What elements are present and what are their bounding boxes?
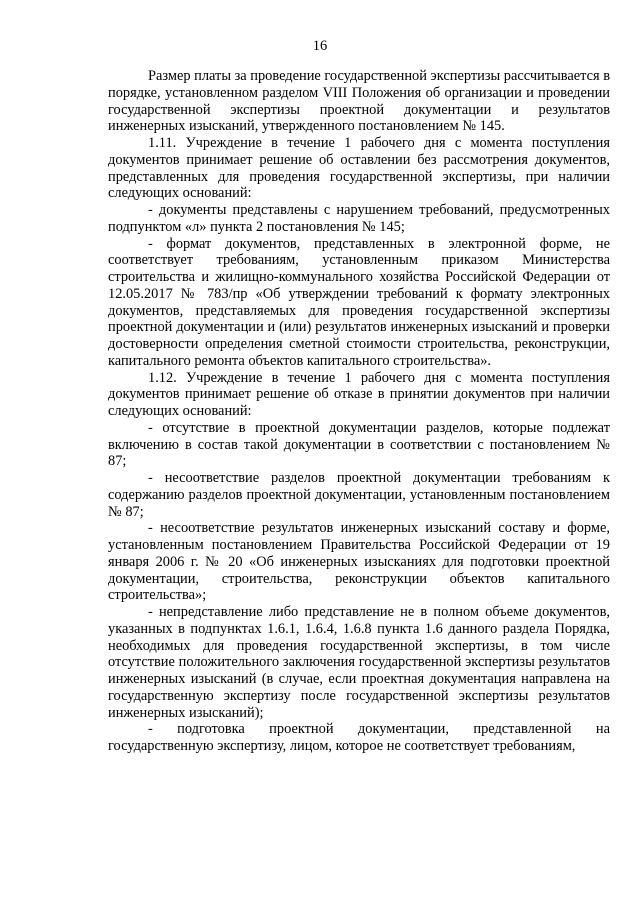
list-item-survey-mismatch: - несоответствие результатов инженерных изысканий составу и форме, установленным постановлением Правительства Российской Федерации от 19 января 2006 г. № 20 «Об инженерных изысканиях для подготовки проектной документации, строительства, реконструкции объектов капитального строительства»;: [108, 520, 610, 604]
list-item-preparer-requirements: - подготовка проектной документации, представленной на государственную экспертизу, лицом, которое не соответствует требованиям,: [108, 721, 610, 754]
list-item-incomplete-documents: - непредставление либо представление не в полном объеме документов, указанных в подпунктах 1.6.1, 1.6.4, 1.6.8 пункта 1.6 данного раздела Порядка, необходимых для проведения государственной экспертизы, в том числе отсутствие положительного заключения государственной экспертизы результатов инженерных изысканий (в случае, если проектная документация направлена на государственную экспертизу после государственной экспертизы результатов инженерных изысканий);: [108, 604, 610, 721]
paragraph-1-12: 1.12. Учреждение в течение 1 рабочего дня с момента поступления документов принимает решение об отказе в принятии документов при наличии следующих оснований:: [108, 369, 610, 419]
page-number: 16: [312, 38, 328, 54]
paragraph-1-11: 1.11. Учреждение в течение 1 рабочего дня с момента поступления документов принимает решение об оставлении без рассмотрения документов, представленных для проведения государственной экспертизы, при наличии следующих оснований:: [108, 135, 610, 202]
paragraph-fee-calculation: Размер платы за проведение государственной экспертизы рассчитывается в порядке, установленном разделом VIII Положения об организации и проведении государственной экспертизы проектной документации и результатов инженерных изысканий, утвержденного постановлением № 145.: [108, 68, 610, 135]
document-body: [108, 68, 610, 755]
list-item-electronic-format: - формат документов, представленных в электронной форме, не соответствует требованиям, установленным приказом Министерства строительства и жилищно-коммунального хозяйства Российской Федерации от 12.05.2017 № 783/пр «Об утверждении требований к формату электронных документов, представляемых для проведения государственной экспертизы проектной документации и (или) результатов инженерных изысканий и проверки достоверности определения сметной стоимости строительства, реконструкции, капитального ремонта объектов капитального строительства».: [108, 235, 610, 369]
list-item-section-mismatch: - несоответствие разделов проектной документации требованиям к содержанию разделов проектной документации, установленным постановлением № 87;: [108, 470, 610, 520]
list-item-submission-violation: - документы представлены с нарушением требований, предусмотренных подпунктом «л» пункта 2 постановления № 145;: [108, 202, 610, 235]
list-item-missing-sections: - отсутствие в проектной документации разделов, которые подлежат включению в состав такой документации в соответствии с постановлением № 87;: [108, 419, 610, 470]
